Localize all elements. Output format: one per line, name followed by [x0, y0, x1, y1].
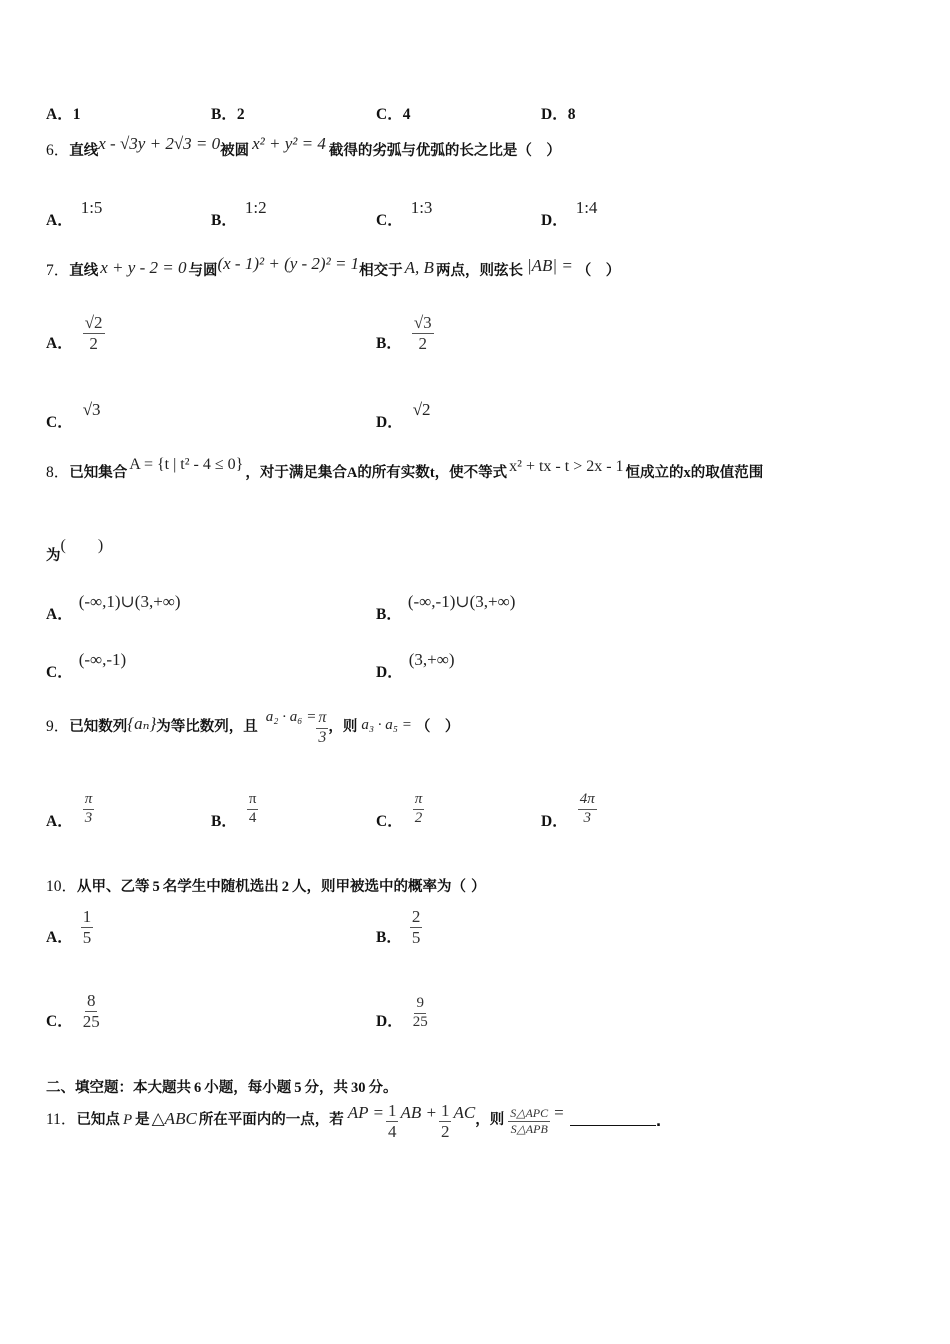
option-fraction [412, 314, 434, 353]
option-label: B． [376, 334, 402, 352]
question-text: 所在平面内的一点，若 [198, 1111, 344, 1128]
option-label: C． [376, 106, 403, 123]
q9-option-a [46, 791, 94, 830]
q7-option-d [376, 398, 431, 431]
fraction-denominator: 5 [82, 927, 92, 947]
chord-length: |AB| = [526, 256, 573, 275]
intersection-points: A, B [404, 258, 434, 277]
option-label: D． [541, 812, 568, 830]
option-value: (-∞,-1) [78, 650, 127, 669]
fraction-denominator: 2 [418, 333, 428, 353]
question-text: 5 [152, 879, 160, 895]
fraction-denominator: 4 [387, 1121, 397, 1141]
heading-text: 分。 [368, 1080, 398, 1096]
fraction-numerator: 2 [411, 907, 421, 926]
fraction-denominator: 3 [318, 728, 327, 746]
heading-text: 6 [194, 1080, 202, 1096]
option-value: (3,+∞) [408, 650, 455, 669]
question-text: 名学生中随机选出 [162, 879, 279, 895]
option-label: A． [46, 812, 73, 830]
option-label: D． [541, 212, 568, 229]
question-text: 相交于 [359, 263, 403, 279]
fraction-numerator: π [247, 792, 259, 810]
line-equation: x + y - 2 = 0 [100, 258, 187, 277]
triangle: △ABC [151, 1108, 197, 1128]
option-label: C． [46, 1012, 73, 1030]
question-9 [46, 710, 459, 747]
question-text: 直线 [69, 143, 99, 159]
q10-option-a [46, 908, 93, 947]
circle-equation: x² + y² = 4 [252, 134, 326, 153]
option-value: 1:2 [244, 198, 267, 217]
question-text: ，则 [328, 718, 358, 735]
question-text: 与圆 [188, 263, 218, 279]
question-text: ，使不等式 [434, 465, 508, 481]
vector-expression: AP = [347, 1102, 384, 1122]
option-label: B． [376, 928, 402, 946]
question-text: 恒成立的 [625, 465, 684, 481]
option-label: D． [376, 664, 403, 681]
option-fraction [411, 996, 430, 1031]
question-text: 的取值范围 [690, 465, 764, 481]
fraction-denominator: 3 [84, 809, 93, 826]
q5-option-a [46, 102, 80, 124]
option-label: B． [211, 212, 237, 229]
question-number: 10． [46, 878, 78, 895]
coef-fraction-2 [439, 1102, 452, 1141]
question-6 [46, 134, 561, 160]
option-value: 1:4 [575, 198, 598, 217]
option-value: 1 [72, 106, 81, 123]
option-fraction [81, 908, 94, 947]
fraction-numerator: π [83, 792, 95, 810]
option-label: A． [46, 212, 73, 229]
question-text: 已知点 [76, 1111, 120, 1128]
question-text: A [346, 465, 358, 481]
option-fraction [83, 792, 95, 827]
fraction-numerator: 1 [82, 907, 92, 926]
q10-option-d [376, 996, 430, 1031]
q9-option-c [376, 791, 424, 830]
question-text: 人，则甲被选中的概率为（ ） [292, 879, 486, 895]
option-fraction [81, 992, 102, 1031]
heading-text: 30 [351, 1080, 366, 1096]
option-label: A． [46, 106, 73, 123]
fraction-denominator: 2 [440, 1121, 450, 1141]
question-text: . [655, 1113, 662, 1130]
question-text: 是 [135, 1111, 150, 1128]
option-value: √3 [82, 400, 101, 419]
fraction-denominator: 25 [412, 1013, 428, 1030]
q6-option-c [376, 196, 433, 229]
ask-expression: a₃ · a₅ = [361, 716, 412, 733]
q5-option-b [211, 102, 245, 124]
question-text: 被圆 [220, 143, 250, 159]
fraction-denominator: 4 [248, 809, 257, 826]
option-label: A． [46, 928, 73, 946]
option-label: B． [211, 106, 237, 123]
option-value: 1:3 [410, 198, 433, 217]
fraction-numerator: π [316, 710, 328, 729]
vector-expression: AC [453, 1102, 476, 1122]
fraction-numerator: 8 [86, 991, 96, 1010]
q8-option-c [46, 648, 127, 681]
question-8-cont [46, 532, 104, 564]
q7-option-b [376, 314, 434, 353]
option-value: 4 [402, 106, 411, 123]
q8-option-b [376, 590, 516, 623]
question-text: 为等比数列，且 [156, 718, 258, 735]
fraction-numerator: √2 [84, 313, 103, 332]
question-text: （ ） [576, 263, 621, 279]
option-label: B． [376, 606, 402, 623]
question-text: 为 [46, 548, 61, 564]
question-7 [46, 254, 621, 280]
fraction-denominator: S△APB [510, 1121, 548, 1136]
option-label: C． [46, 414, 73, 431]
question-text: x [683, 465, 691, 481]
q10-option-b [376, 908, 422, 947]
option-label: A． [46, 334, 73, 352]
fraction-denominator: 5 [411, 927, 421, 947]
condition-fraction [316, 710, 328, 747]
set-definition: A = {t | t² - 4 ≤ 0} [129, 456, 244, 473]
option-label: B． [211, 812, 237, 830]
option-value: √2 [412, 400, 431, 419]
question-text: （ ） [415, 718, 460, 735]
q5-option-d [541, 102, 575, 124]
fraction-denominator: 2 [89, 333, 98, 353]
equals-sign: = [554, 1102, 564, 1122]
question-number: 8． [46, 464, 70, 481]
question-number: 9． [46, 717, 70, 735]
option-value: 8 [567, 106, 576, 123]
heading-text: 5 [294, 1080, 302, 1096]
question-10 [46, 874, 486, 896]
option-value: 1:5 [80, 198, 103, 217]
fraction-numerator: 9 [414, 996, 426, 1014]
q6-option-d [541, 196, 598, 229]
question-text: ，对于满足集合 [245, 465, 347, 481]
question-number: 7． [46, 262, 70, 279]
question-text: ，则 [475, 1111, 505, 1128]
question-number: 11． [46, 1110, 77, 1128]
option-label: C． [46, 664, 73, 681]
question-text: 从甲、乙等 [77, 879, 150, 895]
coef-fraction-1 [386, 1102, 399, 1141]
inequality: x² + tx - t > 2x - 1 [509, 458, 624, 475]
question-text: 截得的劣弧与优弧的长之比是（ ） [328, 143, 561, 159]
fraction-numerator: 1 [387, 1101, 397, 1120]
q7-option-a [46, 314, 105, 353]
section-heading [46, 1076, 398, 1097]
question-text: t [429, 465, 435, 481]
question-text: 两点，则弦长 [435, 263, 523, 279]
question-text: 已知集合 [69, 465, 128, 481]
heading-text: 小题，每小题 [204, 1080, 292, 1096]
line-equation: x - √3y + 2√3 = 0 [98, 134, 221, 153]
option-fraction [247, 792, 259, 827]
option-value: (-∞,-1)∪(3,+∞) [407, 592, 516, 611]
q8-option-a [46, 590, 181, 623]
question-number: 6． [46, 142, 70, 159]
q9-option-d [541, 791, 597, 830]
question-text: 直线 [69, 263, 99, 279]
fraction-numerator: √3 [413, 313, 432, 332]
option-label: A． [46, 606, 73, 623]
q6-option-a [46, 196, 103, 229]
sequence: {aₙ} [127, 713, 157, 733]
option-value: (-∞,1)∪(3,+∞) [78, 592, 181, 611]
vector-expression: AB + [400, 1102, 437, 1122]
point-p: P [122, 1111, 133, 1128]
option-fraction [413, 792, 425, 827]
q6-option-b [211, 196, 267, 229]
option-fraction [410, 908, 423, 947]
option-fraction [578, 792, 597, 827]
area-ratio [508, 1107, 550, 1135]
heading-text: 二、填空题：本大题共 [46, 1080, 191, 1096]
question-11 [46, 1102, 661, 1141]
fraction-numerator: S△APC [510, 1106, 549, 1121]
q5-option-c [376, 102, 410, 124]
fraction-denominator: 25 [82, 1011, 100, 1031]
option-label: C． [376, 812, 403, 830]
question-text: 已知数列 [69, 718, 128, 735]
option-fraction [83, 314, 105, 353]
option-label: D． [376, 1012, 403, 1030]
condition-lhs: a₂ · a₆ = [265, 708, 317, 725]
fraction-numerator: 1 [440, 1101, 450, 1120]
fraction-numerator: π [413, 792, 425, 810]
option-label: D． [541, 106, 568, 123]
fraction-numerator: 4π [578, 792, 597, 810]
option-label: D． [376, 414, 403, 431]
q10-option-c [46, 992, 102, 1031]
question-text: 2 [281, 879, 290, 895]
heading-text: 分，共 [304, 1080, 348, 1096]
answer-blank[interactable] [570, 1113, 656, 1126]
q8-option-d [376, 648, 455, 681]
option-value: 2 [236, 106, 245, 123]
question-8 [46, 456, 764, 482]
fraction-denominator: 2 [414, 809, 423, 826]
option-label: C． [376, 212, 403, 229]
fraction-denominator: 3 [583, 809, 591, 826]
question-text: 的所有实数 [357, 465, 430, 481]
answer-paren: ( ) [60, 537, 104, 554]
q7-option-c [46, 398, 101, 431]
circle-equation: (x - 1)² + (y - 2)² = 1 [217, 254, 360, 273]
q9-option-b [211, 791, 258, 830]
